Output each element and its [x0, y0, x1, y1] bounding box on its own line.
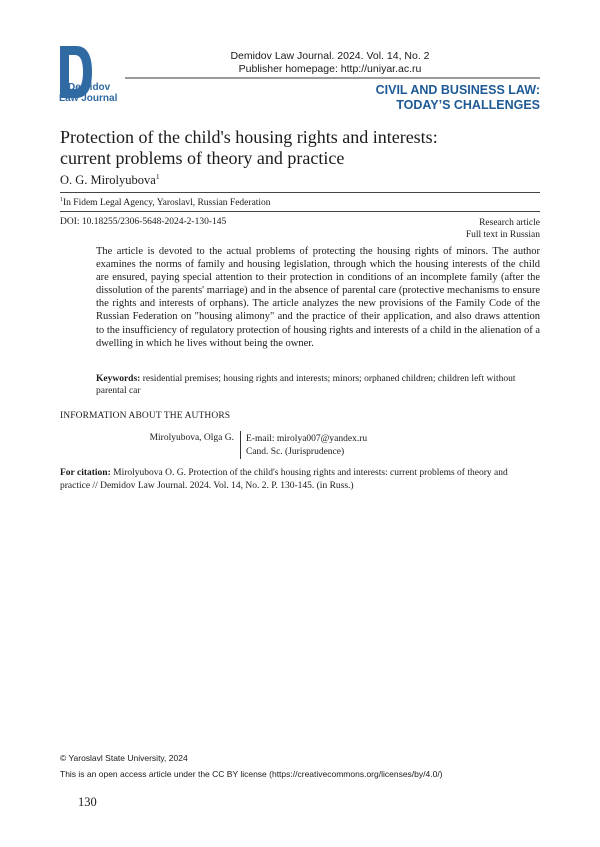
- article-title: [60, 127, 540, 169]
- authors-info-divider: [240, 431, 241, 459]
- page-number: 130: [78, 795, 97, 809]
- fulltext-language: Full text in Russian: [465, 230, 540, 240]
- journal-citation-line: Demidov Law Journal. 2024. Vol. 14, No. 2: [230, 50, 430, 62]
- affiliation-divider: [60, 211, 540, 212]
- section-title: [376, 83, 540, 113]
- license[interactable]: This is an open access article under the CC BY license (https://creativecommons.org/licenses/by/4.0/): [60, 769, 443, 779]
- journal-logo-graphic: [58, 46, 128, 104]
- author-line: [60, 172, 160, 188]
- article-title-line-2: current problems of theory and practice: [60, 148, 345, 168]
- affiliation-mark: 1: [60, 197, 63, 203]
- keywords-label: Keywords:: [96, 374, 141, 384]
- author-affiliation-mark: 1: [155, 172, 160, 181]
- keywords: [96, 373, 540, 397]
- copyright: © Yaroslavl State University, 2024: [60, 753, 188, 763]
- section-title-line-1: CIVIL AND BUSINESS LAW:: [375, 83, 540, 97]
- citation-text: Mirolyubova O. G. Protection of the child's housing rights and interests: current problems of theory and practice // Demidov Law Journal. 2024. Vol. 14, No. 2. P. 130-145. (in Russ.): [60, 468, 508, 491]
- keywords-text: residential premises; housing rights and interests; minors; orphaned children; children left without parental car: [96, 374, 516, 396]
- abstract: The article is devoted to the actual problems of protecting the housing rights of minors. The author examines the norms of family and housing legislation, through which the housing interests of the child are ensured, paying special attention to their protection in conditions of an incomplete family (after the dissolution of the parents' marriage) and in the absence of parental care (protective mechanisms to ensure the rights and interests of orphans). The article analyzes the new provisions of the Family Code of the Russian Federation on "housing alimony" and the practice of their application, and also draws attention to the insufficiency of regulatory protection of housing rights and interests of a child in the alienation of a dwelling in which he lives without being the owner.: [96, 246, 540, 349]
- publisher-homepage[interactable]: Publisher homepage: http://uniyar.ac.ru: [238, 63, 422, 75]
- authors-info-details: [246, 433, 367, 458]
- article-title-line-1: Protection of the child's housing rights and interests:: [60, 127, 438, 147]
- article-type: Research article: [479, 218, 540, 228]
- section-title-line-2: TODAY’S CHALLENGES: [396, 98, 540, 112]
- affiliation-line: [60, 197, 271, 208]
- author-degree: Cand. Sc. (Jurisprudence): [246, 446, 345, 457]
- author-name: O. G. Mirolyubova: [60, 173, 156, 188]
- article-info: [466, 217, 540, 241]
- logo-word-2: Law Journal: [59, 93, 118, 104]
- title-divider: [60, 192, 540, 193]
- authors-info-name: Mirolyubova, Olga G.: [149, 433, 234, 443]
- logo-word-1: Demidov: [68, 82, 111, 93]
- doi[interactable]: DOI: 10.18255/2306-5648-2024-2-130-145: [60, 217, 227, 227]
- affiliation-text: In Fidem Legal Agency, Yaroslavl, Russian Federation: [63, 198, 271, 209]
- header-divider: [125, 77, 540, 79]
- citation: [60, 467, 540, 492]
- author-email[interactable]: E-mail: mirolya007@yandex.ru: [246, 434, 368, 444]
- authors-info-heading: INFORMATION ABOUT THE AUTHORS: [60, 411, 231, 421]
- journal-logo: [58, 46, 128, 104]
- citation-label: For citation:: [60, 468, 111, 478]
